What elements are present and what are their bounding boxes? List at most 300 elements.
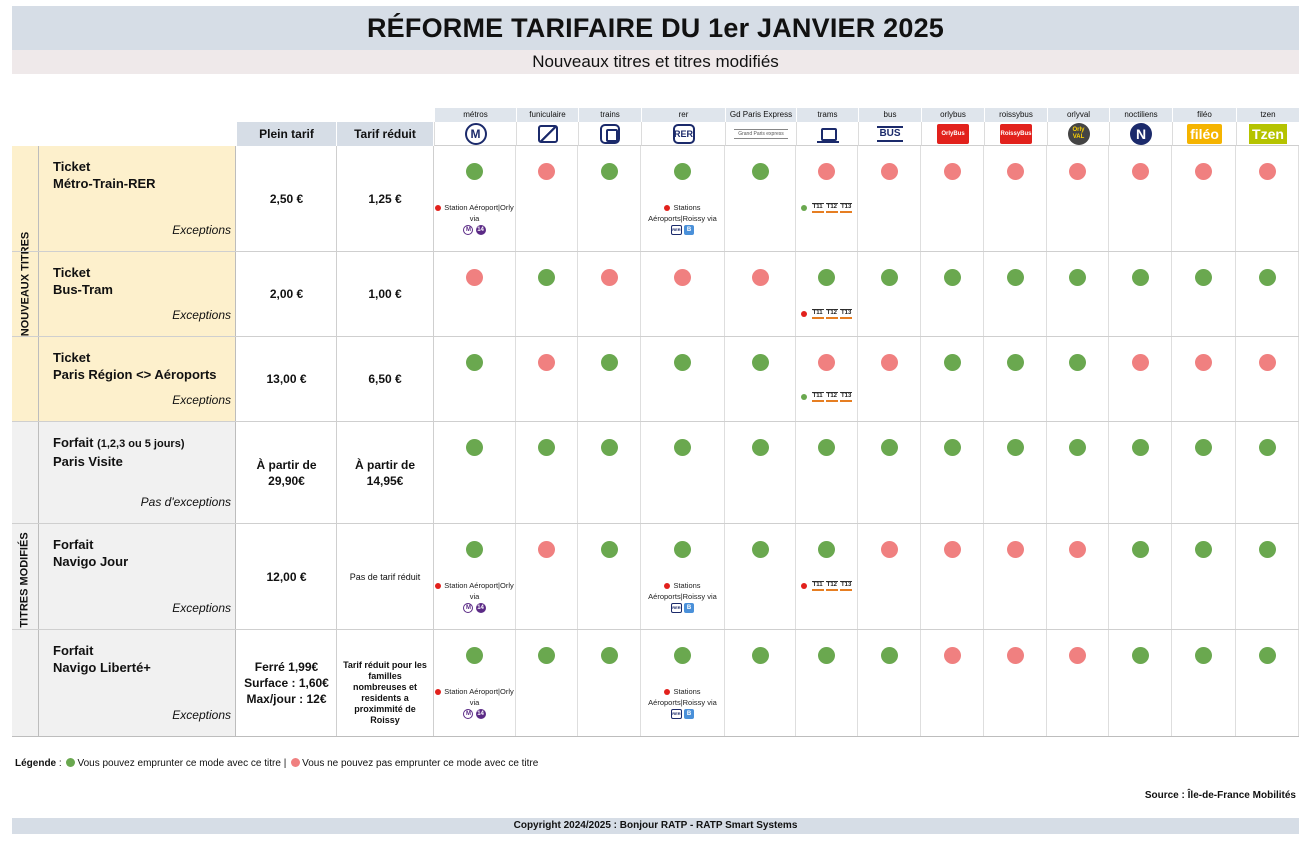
note-line — [641, 686, 724, 708]
exception-note — [641, 686, 724, 719]
not-allowed-dot-icon — [1195, 354, 1212, 371]
cell-funiculaire — [516, 630, 578, 736]
allowed-dot-icon — [944, 269, 961, 286]
cell-roissybus — [984, 146, 1047, 251]
cell-metros — [434, 337, 516, 421]
cell-funiculaire — [516, 146, 578, 251]
cell-tzen — [1236, 146, 1299, 251]
fare-duration: (1,2,3 ou 5 jours) — [97, 438, 185, 450]
fare-name — [53, 158, 156, 192]
cell-bus — [858, 422, 921, 523]
mode-label: orlyval — [1047, 108, 1109, 122]
mode-header-metros — [434, 108, 516, 146]
cell-metros — [434, 524, 516, 629]
allowed-dot-icon — [818, 439, 835, 456]
note-icons — [641, 224, 724, 235]
cell-trains — [578, 146, 641, 251]
not-allowed-dot-icon — [601, 269, 618, 286]
allowed-dot-icon — [1069, 269, 1086, 286]
allowed-dot-icon — [881, 647, 898, 664]
tarif-reduit-value: Tarif réduit pour les familles nombreuses et residents a proximmité de Roissy — [337, 630, 434, 736]
cell-gpe — [725, 524, 796, 629]
exceptions-label: Exceptions — [172, 223, 231, 237]
allowed-dot-icon — [881, 439, 898, 456]
noctilien-icon: N — [1130, 123, 1152, 145]
mode-header-orlybus — [921, 108, 984, 146]
note-text: Station Aéroport|Orly via — [444, 581, 514, 601]
cell-metros — [434, 422, 516, 523]
roissybus-icon: RoissyBus — [1000, 124, 1032, 144]
cell-orlyval — [1047, 146, 1109, 251]
allowed-dot-icon — [601, 163, 618, 180]
allowed-dot-icon — [944, 439, 961, 456]
cell-roissybus — [984, 252, 1047, 336]
not-allowed-dot-icon — [944, 163, 961, 180]
exception-note — [796, 391, 857, 402]
plein-tarif-value: 2,00 € — [237, 252, 337, 336]
mode-icon-cell — [641, 122, 725, 146]
title-cell — [39, 630, 236, 736]
header-plein-tarif: Plein tarif — [237, 122, 337, 146]
cell-roissybus — [984, 524, 1047, 629]
rer-b-icon: B — [684, 225, 694, 235]
exception-note — [434, 686, 515, 719]
allowed-dot-icon — [1069, 439, 1086, 456]
not-allowed-dot-icon — [752, 269, 769, 286]
note-line — [434, 686, 515, 708]
cell-noctiliens — [1109, 630, 1172, 736]
mode-header-noctiliens — [1109, 108, 1172, 146]
cell-orlybus — [921, 422, 984, 523]
exceptions-label: Exceptions — [172, 308, 231, 322]
orlyval-icon: Orly VAL — [1068, 123, 1090, 145]
not-allowed-dot-icon — [818, 354, 835, 371]
allowed-dot-icon — [752, 647, 769, 664]
legend-green-text: Vous pouvez emprunter ce mode avec ce titre | — [77, 758, 287, 769]
allowed-dot-icon — [1007, 439, 1024, 456]
mode-header-rer — [641, 108, 725, 146]
cell-fileo — [1172, 524, 1236, 629]
rer-icon: RER — [673, 124, 695, 144]
rer-mini-icon: RER — [671, 603, 682, 613]
fare-title: Paris Région <> Aéroports — [53, 367, 217, 382]
note-icons — [434, 224, 515, 235]
title-cell — [39, 524, 236, 629]
allowed-dot-icon — [881, 269, 898, 286]
not-allowed-dot-icon — [466, 269, 483, 286]
fare-type: Forfait — [53, 435, 94, 450]
mode-icon-cell — [578, 122, 641, 146]
note-icons — [434, 602, 515, 613]
note-line — [434, 580, 515, 602]
allowed-dot-icon — [818, 647, 835, 664]
cell-trams — [796, 252, 858, 336]
exception-note — [796, 308, 857, 319]
note-icons — [434, 708, 515, 719]
cell-gpe — [725, 146, 796, 251]
cell-roissybus — [984, 422, 1047, 523]
legend-title: Légende — [15, 758, 57, 769]
exceptions-label: Exceptions — [172, 708, 231, 722]
cell-bus — [858, 252, 921, 336]
tzen-icon: Tzen — [1249, 124, 1287, 144]
cell-bus — [858, 524, 921, 629]
tram-t13-icon: T13 — [840, 203, 852, 213]
cell-funiculaire — [516, 524, 578, 629]
page-subtitle: Nouveaux titres et titres modifiés — [12, 50, 1299, 74]
allowed-dot-icon — [538, 269, 555, 286]
allowed-dot-icon — [752, 163, 769, 180]
not-allowed-dot-icon — [1069, 647, 1086, 664]
tram-t13-icon: T13 — [840, 581, 852, 591]
cell-fileo — [1172, 146, 1236, 251]
table-row — [12, 422, 1299, 524]
note-line — [641, 202, 724, 224]
plein-tarif-value: 2,50 € — [237, 146, 337, 251]
not-allowed-dot-icon — [1069, 541, 1086, 558]
legend: Légende : Vous pouvez emprunter ce mode avec ce titre | Vous ne pouvez pas emprunter ce mode avec ce titre — [15, 758, 539, 769]
allowed-dot-icon — [944, 354, 961, 371]
metro-14-icon: 14 — [477, 605, 484, 612]
cell-trams — [796, 337, 858, 421]
note-text: Station Aéroport|Orly via — [444, 687, 514, 707]
allowed-dot-icon — [1195, 269, 1212, 286]
cell-trains — [578, 252, 641, 336]
tram-t13-icon: T13 — [840, 309, 852, 319]
fare-title: Navigo Jour — [53, 554, 129, 569]
mode-label: funiculaire — [516, 108, 578, 122]
cell-trains — [578, 337, 641, 421]
allowed-dot-icon — [601, 647, 618, 664]
mode-label: noctiliens — [1109, 108, 1172, 122]
fare-name — [53, 536, 128, 570]
allowed-dot-icon — [1259, 269, 1276, 286]
cell-orlyval — [1047, 422, 1109, 523]
cell-roissybus — [984, 337, 1047, 421]
cell-orlyval — [1047, 337, 1109, 421]
fare-name — [53, 434, 185, 470]
note-line — [641, 580, 724, 602]
mode-icon-cell — [725, 122, 796, 146]
plein-tarif-value: 12,00 € — [237, 524, 337, 629]
cell-roissybus — [984, 630, 1047, 736]
cell-orlybus — [921, 524, 984, 629]
not-allowed-dot-icon — [1007, 647, 1024, 664]
allowed-dot-icon — [1069, 354, 1086, 371]
cell-noctiliens — [1109, 146, 1172, 251]
mode-header-trams — [796, 108, 858, 146]
cell-trains — [578, 630, 641, 736]
mode-icon-cell — [796, 122, 858, 146]
red-dot-icon — [435, 689, 441, 695]
red-dot-icon — [801, 311, 807, 317]
mode-header-roissybus — [984, 108, 1047, 146]
cell-fileo — [1172, 630, 1236, 736]
not-allowed-dot-icon — [881, 541, 898, 558]
title-cell — [39, 337, 236, 421]
table-row — [12, 630, 1299, 737]
rer-b-icon: B — [684, 603, 694, 613]
cell-orlybus — [921, 630, 984, 736]
allowed-dot-icon — [752, 439, 769, 456]
allowed-dot-icon — [601, 354, 618, 371]
cell-orlyval — [1047, 524, 1109, 629]
note-text: Stations Aéroports|Roissy via — [648, 687, 717, 707]
table-row — [12, 252, 1299, 337]
tram-t11-icon: T11 — [812, 203, 824, 213]
mode-label: trams — [796, 108, 858, 122]
fare-table — [12, 146, 1299, 737]
table-row — [12, 337, 1299, 422]
allowed-dot-icon — [1132, 269, 1149, 286]
mode-label: rer — [641, 108, 725, 122]
tram-t12-icon: T12 — [826, 203, 838, 213]
not-allowed-dot-icon — [944, 647, 961, 664]
cell-gpe — [725, 630, 796, 736]
cell-fileo — [1172, 337, 1236, 421]
not-allowed-dot-icon — [1259, 354, 1276, 371]
title-cell — [39, 252, 236, 336]
group-label: NOUVEAUX TITRES — [19, 231, 32, 337]
allowed-dot-icon — [466, 541, 483, 558]
cell-trams — [796, 146, 858, 251]
mode-label: roissybus — [984, 108, 1047, 122]
mode-label: bus — [858, 108, 921, 122]
exceptions-label: Pas d'exceptions — [140, 495, 231, 509]
cell-rer — [641, 252, 725, 336]
fare-type: Ticket — [53, 265, 91, 280]
exceptions-label: Exceptions — [172, 393, 231, 407]
allowed-dot-icon — [674, 439, 691, 456]
cell-rer — [641, 630, 725, 736]
cell-bus — [858, 630, 921, 736]
allowed-dot-icon — [674, 647, 691, 664]
cell-gpe — [725, 252, 796, 336]
cell-bus — [858, 337, 921, 421]
fare-type: Forfait — [53, 643, 94, 658]
allowed-dot-icon — [674, 541, 691, 558]
fare-type: Ticket — [53, 159, 91, 174]
green-dot-icon — [801, 394, 807, 400]
fare-title: Métro-Train-RER — [53, 176, 156, 191]
mode-label: trains — [578, 108, 641, 122]
tarif-reduit-value: 1,25 € — [337, 146, 434, 251]
not-allowed-dot-icon — [1007, 163, 1024, 180]
not-allowed-dot-icon — [1007, 541, 1024, 558]
exception-note — [434, 580, 515, 613]
funicular-icon — [538, 125, 558, 143]
allowed-dot-icon — [1259, 541, 1276, 558]
legend-red-text: Vous ne pouvez pas emprunter ce mode avec ce titre — [302, 758, 539, 769]
not-allowed-dot-icon — [818, 163, 835, 180]
cell-rer — [641, 146, 725, 251]
note-icons — [641, 708, 724, 719]
tarif-reduit-value: 6,50 € — [337, 337, 434, 421]
allowed-dot-icon — [674, 354, 691, 371]
mode-icon-cell — [1236, 122, 1299, 146]
allowed-dot-icon — [818, 541, 835, 558]
fare-name — [53, 349, 217, 383]
cell-gpe — [725, 422, 796, 523]
cell-noctiliens — [1109, 422, 1172, 523]
mode-header-gpe — [725, 108, 796, 146]
mode-icon-cell — [434, 122, 516, 146]
mode-icon-cell — [984, 122, 1047, 146]
page-title: RÉFORME TARIFAIRE DU 1er JANVIER 2025 — [12, 6, 1299, 50]
cell-rer — [641, 422, 725, 523]
cell-orlybus — [921, 252, 984, 336]
exception-note — [434, 202, 515, 235]
mode-icon-cell — [858, 122, 921, 146]
metro-mini-icon: M — [463, 603, 473, 613]
mode-icon-cell — [1109, 122, 1172, 146]
allowed-dot-icon — [1132, 541, 1149, 558]
tram-t11-icon: T11 — [812, 392, 824, 402]
source: Source : Île-de-France Mobilités — [1144, 790, 1296, 801]
allowed-dot-icon — [601, 541, 618, 558]
exception-note — [641, 202, 724, 235]
tram-t12-icon: T12 — [826, 309, 838, 319]
fare-type: Ticket — [53, 350, 91, 365]
allowed-dot-icon — [1195, 439, 1212, 456]
allowed-dot-icon — [538, 647, 555, 664]
cell-rer — [641, 524, 725, 629]
tram-t11-icon: T11 — [812, 581, 824, 591]
not-allowed-dot-icon — [538, 163, 555, 180]
cell-trams — [796, 422, 858, 523]
red-dot-icon — [291, 758, 300, 767]
metro-14-icon: 14 — [477, 711, 484, 718]
rer-b-icon: B — [684, 709, 694, 719]
mode-icon-cell — [921, 122, 984, 146]
header-tarif-reduit: Tarif réduit — [337, 122, 434, 146]
allowed-dot-icon — [466, 439, 483, 456]
mode-icon-cell — [516, 122, 578, 146]
fare-name — [53, 264, 113, 298]
mode-label: orlybus — [921, 108, 984, 122]
allowed-dot-icon — [1132, 439, 1149, 456]
exception-note — [641, 580, 724, 613]
cell-metros — [434, 252, 516, 336]
table-row — [12, 146, 1299, 252]
red-dot-icon — [435, 583, 441, 589]
mode-header-bus — [858, 108, 921, 146]
tarif-reduit-value: Pas de tarif réduit — [337, 524, 434, 629]
cell-funiculaire — [516, 337, 578, 421]
green-dot-icon — [801, 205, 807, 211]
cell-tzen — [1236, 630, 1299, 736]
allowed-dot-icon — [1195, 647, 1212, 664]
allowed-dot-icon — [466, 647, 483, 664]
mode-icon-cell — [1047, 122, 1109, 146]
tram-t12-icon: T12 — [826, 581, 838, 591]
fare-title: Bus-Tram — [53, 282, 113, 297]
bus-icon: BUS — [877, 126, 902, 142]
cell-funiculaire — [516, 422, 578, 523]
note-text: Stations Aéroports|Roissy via — [648, 581, 717, 601]
cell-trains — [578, 524, 641, 629]
rer-mini-icon: RER — [671, 225, 682, 235]
cell-trams — [796, 524, 858, 629]
allowed-dot-icon — [674, 163, 691, 180]
mode-header-fileo — [1172, 108, 1236, 146]
note-line — [434, 202, 515, 224]
plein-tarif-value: 13,00 € — [237, 337, 337, 421]
cell-orlybus — [921, 337, 984, 421]
not-allowed-dot-icon — [1132, 354, 1149, 371]
cell-trams — [796, 630, 858, 736]
cell-noctiliens — [1109, 252, 1172, 336]
title-cell — [39, 146, 236, 251]
fileo-icon: filéo — [1187, 124, 1222, 144]
plein-tarif-value: Ferré 1,99€ Surface : 1,60€ Max/jour : 12€ — [237, 630, 337, 736]
metro-icon: M — [465, 123, 487, 145]
train-icon — [600, 124, 620, 144]
tarif-reduit-value: 1,00 € — [337, 252, 434, 336]
group-label: TITRES MODIFIÉS — [19, 531, 31, 628]
red-dot-icon — [664, 205, 670, 211]
cell-tzen — [1236, 422, 1299, 523]
allowed-dot-icon — [466, 163, 483, 180]
cell-fileo — [1172, 422, 1236, 523]
cell-metros — [434, 630, 516, 736]
mode-label: Gd Paris Express — [725, 108, 796, 122]
fare-title: Paris Visite — [53, 454, 123, 469]
red-dot-icon — [435, 205, 441, 211]
fare-title: Navigo Liberté+ — [53, 660, 151, 675]
rer-mini-icon: RER — [671, 709, 682, 719]
allowed-dot-icon — [752, 354, 769, 371]
green-dot-icon — [66, 758, 75, 767]
cell-orlyval — [1047, 252, 1109, 336]
not-allowed-dot-icon — [538, 541, 555, 558]
cell-metros — [434, 146, 516, 251]
tram-t13-icon: T13 — [840, 392, 852, 402]
not-allowed-dot-icon — [881, 163, 898, 180]
cell-trains — [578, 422, 641, 523]
cell-noctiliens — [1109, 524, 1172, 629]
mode-label: tzen — [1236, 108, 1299, 122]
mode-header-trains — [578, 108, 641, 146]
allowed-dot-icon — [1195, 541, 1212, 558]
cell-orlybus — [921, 146, 984, 251]
red-dot-icon — [801, 583, 807, 589]
allowed-dot-icon — [1259, 439, 1276, 456]
metro-mini-icon: M — [463, 225, 473, 235]
allowed-dot-icon — [466, 354, 483, 371]
not-allowed-dot-icon — [1069, 163, 1086, 180]
table-row — [12, 524, 1299, 630]
allowed-dot-icon — [1132, 647, 1149, 664]
allowed-dot-icon — [752, 541, 769, 558]
allowed-dot-icon — [1007, 354, 1024, 371]
allowed-dot-icon — [818, 269, 835, 286]
plein-tarif-value: À partir de 29,90€ — [237, 422, 337, 523]
not-allowed-dot-icon — [1132, 163, 1149, 180]
mode-icon-cell — [1172, 122, 1236, 146]
cell-rer — [641, 337, 725, 421]
not-allowed-dot-icon — [674, 269, 691, 286]
cell-funiculaire — [516, 252, 578, 336]
not-allowed-dot-icon — [538, 354, 555, 371]
allowed-dot-icon — [601, 439, 618, 456]
cell-gpe — [725, 337, 796, 421]
title-cell — [39, 422, 236, 523]
mode-label: filéo — [1172, 108, 1236, 122]
red-dot-icon — [664, 583, 670, 589]
allowed-dot-icon — [538, 439, 555, 456]
tram-icon — [817, 125, 839, 143]
